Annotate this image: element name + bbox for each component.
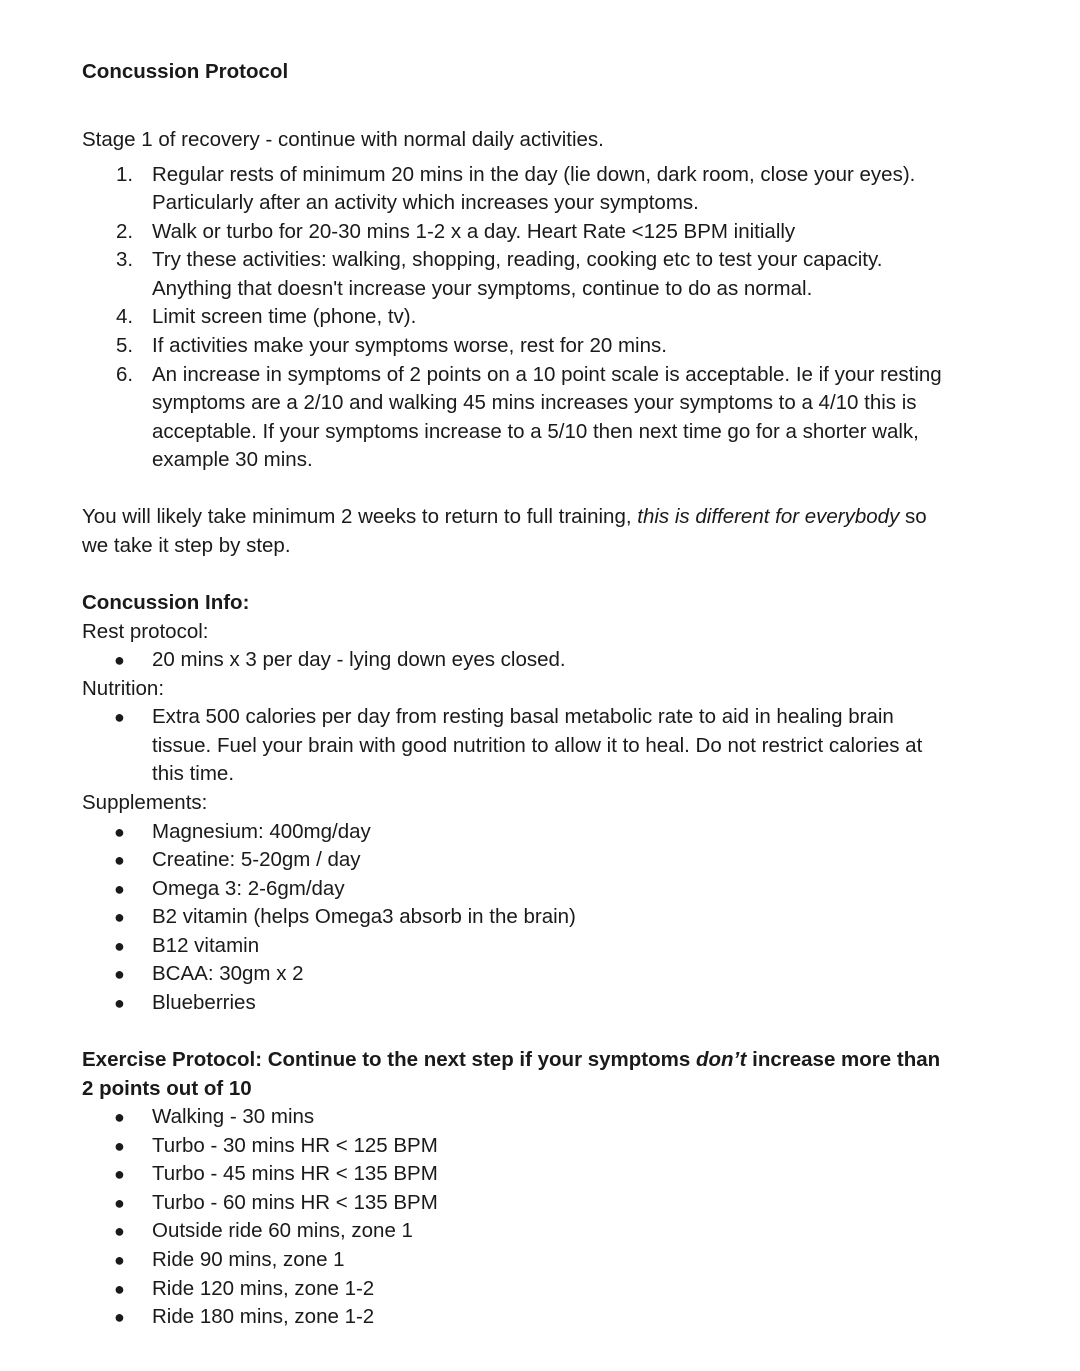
bullet-icon: ●: [114, 993, 125, 1013]
bullet-icon: ●: [114, 907, 125, 927]
step-text: symptoms are a 2/10 and walking 45 mins increases your symptoms to a 4/10 this is: [152, 391, 917, 414]
step-text: example 30 mins.: [152, 448, 313, 471]
step-text: Walk or turbo for 20-30 mins 1-2 x a day. Heart Rate <125 BPM initially: [152, 220, 796, 243]
bullet-icon: ●: [114, 1164, 125, 1184]
list-item: Turbo - 30 mins HR < 125 BPM: [152, 1134, 438, 1157]
list-item: Magnesium: 400mg/day: [152, 820, 371, 843]
step-number: 3.: [116, 248, 134, 271]
step-text: Limit screen time (phone, tv).: [152, 305, 417, 328]
step-text: Particularly after an activity which increases your symptoms.: [152, 191, 699, 214]
list-item: Ride 90 mins, zone 1: [152, 1248, 345, 1271]
bullet-icon: ●: [114, 1221, 125, 1241]
bullet-icon: ●: [114, 1279, 125, 1299]
step-text: Anything that doesn't increase your symptoms, continue to do as normal.: [152, 277, 813, 300]
list-item: Extra 500 calories per day from resting basal metabolic rate to aid in healing brain: [152, 705, 894, 728]
list-item: Blueberries: [152, 991, 256, 1014]
bullet-icon: ●: [114, 650, 125, 670]
list-item: Ride 120 mins, zone 1-2: [152, 1277, 375, 1300]
list-item: B2 vitamin (helps Omega3 absorb in the brain): [152, 905, 576, 928]
list-item: Omega 3: 2-6gm/day: [152, 877, 345, 900]
step-text: An increase in symptoms of 2 points on a 10 point scale is acceptable. Ie if your resting: [152, 363, 942, 386]
exercise-heading-text: 2 points out of 10: [82, 1077, 252, 1100]
step-number: 2.: [116, 220, 134, 243]
exercise-heading: [82, 1047, 940, 1073]
step-number: 4.: [116, 305, 134, 328]
rest-label: Rest protocol:: [82, 620, 209, 643]
bullet-icon: ●: [114, 1307, 125, 1327]
timeline-text: You will likely take minimum 2 weeks to return to full training,: [82, 505, 638, 528]
list-item: Turbo - 45 mins HR < 135 BPM: [152, 1162, 438, 1185]
supplements-label: Supplements:: [82, 791, 208, 814]
timeline-text: so: [899, 505, 927, 528]
timeline-emphasis: this is different for everybody: [637, 505, 900, 528]
document-title: Concussion Protocol: [82, 60, 289, 83]
list-item: 20 mins x 3 per day - lying down eyes closed.: [152, 648, 566, 671]
list-item: Outside ride 60 mins, zone 1: [152, 1219, 413, 1242]
step-number: 5.: [116, 334, 134, 357]
step-text: Regular rests of minimum 20 mins in the day (lie down, dark room, close your eyes).: [152, 163, 916, 186]
info-heading: Concussion Info:: [82, 591, 250, 614]
exercise-heading-emphasis: don’t: [695, 1048, 747, 1071]
step-number: 6.: [116, 363, 134, 386]
bullet-icon: ●: [114, 1136, 125, 1156]
step-number: 1.: [116, 163, 134, 186]
bullet-icon: ●: [114, 1250, 125, 1270]
bullet-icon: ●: [114, 850, 125, 870]
bullet-icon: ●: [114, 1107, 125, 1127]
bullet-icon: ●: [114, 879, 125, 899]
exercise-heading-text: Exercise Protocol: Continue to the next step if your symptoms: [82, 1048, 696, 1071]
timeline-text: we take it step by step.: [82, 534, 291, 557]
list-item: Walking - 30 mins: [152, 1105, 315, 1128]
list-item: Turbo - 60 mins HR < 135 BPM: [152, 1191, 438, 1214]
list-item: B12 vitamin: [152, 934, 260, 957]
bullet-icon: ●: [114, 822, 125, 842]
bullet-icon: ●: [114, 707, 125, 727]
step-text: If activities make your symptoms worse, rest for 20 mins.: [152, 334, 667, 357]
timeline-note: [82, 504, 927, 530]
nutrition-label: Nutrition:: [82, 677, 165, 700]
exercise-heading-text: increase more than: [746, 1048, 941, 1071]
bullet-icon: ●: [114, 1193, 125, 1213]
bullet-icon: ●: [114, 936, 125, 956]
list-item: Creatine: 5-20gm / day: [152, 848, 361, 871]
stage-intro: Stage 1 of recovery - continue with normal daily activities.: [82, 128, 604, 151]
step-text: acceptable. If your symptoms increase to a 5/10 then next time go for a shorter walk,: [152, 420, 919, 443]
list-item: Ride 180 mins, zone 1-2: [152, 1305, 375, 1328]
list-item: BCAA: 30gm x 2: [152, 962, 304, 985]
step-text: Try these activities: walking, shopping, reading, cooking etc to test your capacity.: [152, 248, 883, 271]
list-item: tissue. Fuel your brain with good nutrition to allow it to heal. Do not restrict calories at: [152, 734, 923, 757]
bullet-icon: ●: [114, 964, 125, 984]
list-item: this time.: [152, 762, 235, 785]
